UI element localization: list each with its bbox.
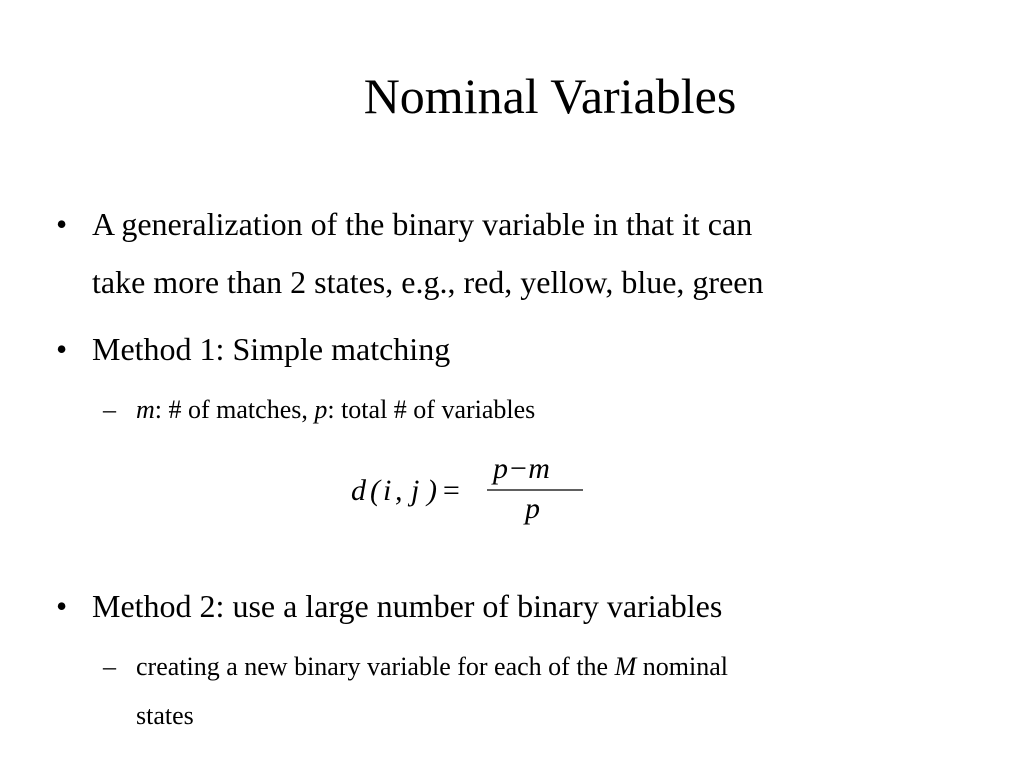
sub-text-part-1: : # of matches, [154, 395, 315, 424]
sub-text-part-2: nominal [636, 652, 728, 681]
sub-bullet-text [136, 643, 728, 691]
formula-open-paren: ( [370, 474, 380, 507]
formula-d: d [351, 474, 366, 507]
sub-text-part-2: : total # of variables [327, 395, 536, 424]
formula-equals: = [441, 474, 462, 507]
formula-close-paren: ) [427, 474, 437, 507]
slide-title: Nominal Variables [363, 68, 737, 124]
bullet-marker: • [56, 206, 68, 242]
formula-j: j [411, 474, 420, 507]
bullet-1-line-2: take more than 2 states, e.g., red, yellow, blue, green [92, 264, 764, 300]
variable-m: m [136, 395, 155, 424]
formula-comma: , [395, 474, 403, 507]
sub-text-part-1: creating a new binary variable for each of the [136, 652, 615, 681]
bullet-marker: • [56, 331, 68, 367]
bullet-3-line-1: Method 2: use a large number of binary variables [92, 588, 723, 624]
formula-svg [345, 456, 595, 526]
bullet-marker: • [56, 588, 68, 624]
bullet-2-line-1: Method 1: Simple matching [92, 331, 451, 367]
bullet-1-line-1: A generalization of the binary variable in that it can [92, 206, 753, 242]
sub-bullet-marker: – [103, 395, 116, 424]
sub-bullet-text [136, 386, 535, 434]
sub-bullet-line-2: states [136, 701, 194, 730]
formula-i: i [383, 474, 392, 507]
formula-denominator: p [525, 492, 540, 525]
formula-numerator: p−m [493, 456, 550, 485]
simple-matching-formula [345, 456, 595, 526]
sub-bullet-marker: – [103, 652, 116, 681]
variable-M: M [614, 652, 637, 681]
variable-p: p [314, 395, 328, 424]
